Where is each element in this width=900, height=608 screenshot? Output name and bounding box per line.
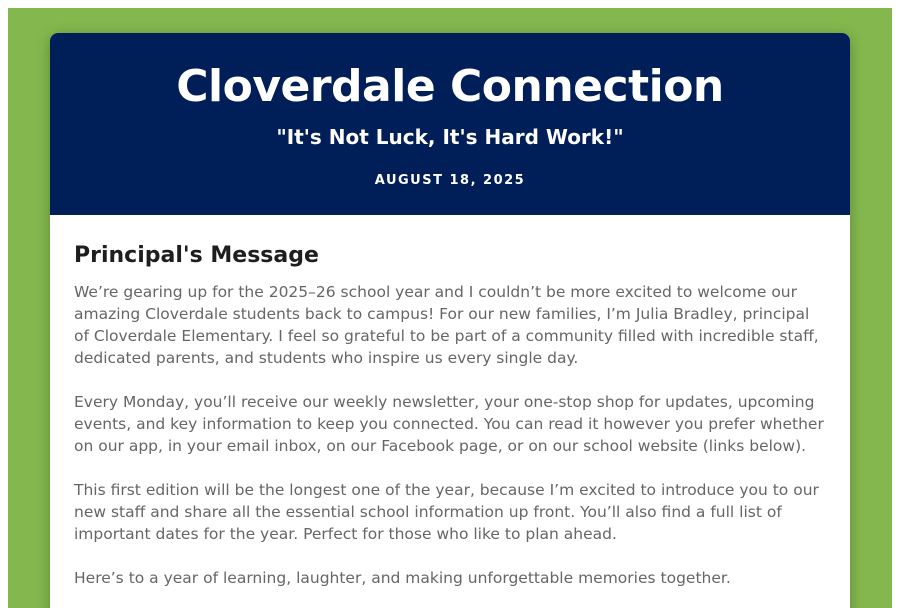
message-paragraph-1: We’re gearing up for the 2025–26 school year and I couldn’t be more excited to welcome our amazing Cloverdale students back to campus! For our new families, I’m Julia Bradley, principal of Cloverdale Elementary. I feel so grateful to be part of a community filled with incredible staff, dedicated parents, and students who inspire us every single day. xyxy=(74,283,819,367)
message-paragraph-4: Here’s to a year of learning, laughter, and making unforgettable memories together. xyxy=(74,569,731,587)
newsletter-header xyxy=(50,33,850,215)
page-background xyxy=(8,8,892,608)
newsletter-card xyxy=(50,33,850,608)
message-paragraph-3: This first edition will be the longest one of the year, because I’m excited to introduce you to our new staff and share all the essential school information up front. You’ll also find a full list of important dates for the year. Perfect for those who like to plan ahead. xyxy=(74,481,819,543)
issue-date: AUGUST 18, 2025 xyxy=(374,173,526,188)
section-heading-principals-message: Principal's Message xyxy=(74,243,319,268)
message-paragraph-2: Every Monday, you’ll receive our weekly newsletter, your one-stop shop for updates, upcoming events, and key information to keep you connected. You can read it however you prefer whether on our app, in your email inbox, on our Facebook page, or on our school website (links below). xyxy=(74,393,824,455)
school-motto: "It's Not Luck, It's Hard Work!" xyxy=(276,125,624,149)
newsletter-title: Cloverdale Connection xyxy=(176,61,724,112)
newsletter-content xyxy=(50,215,850,589)
